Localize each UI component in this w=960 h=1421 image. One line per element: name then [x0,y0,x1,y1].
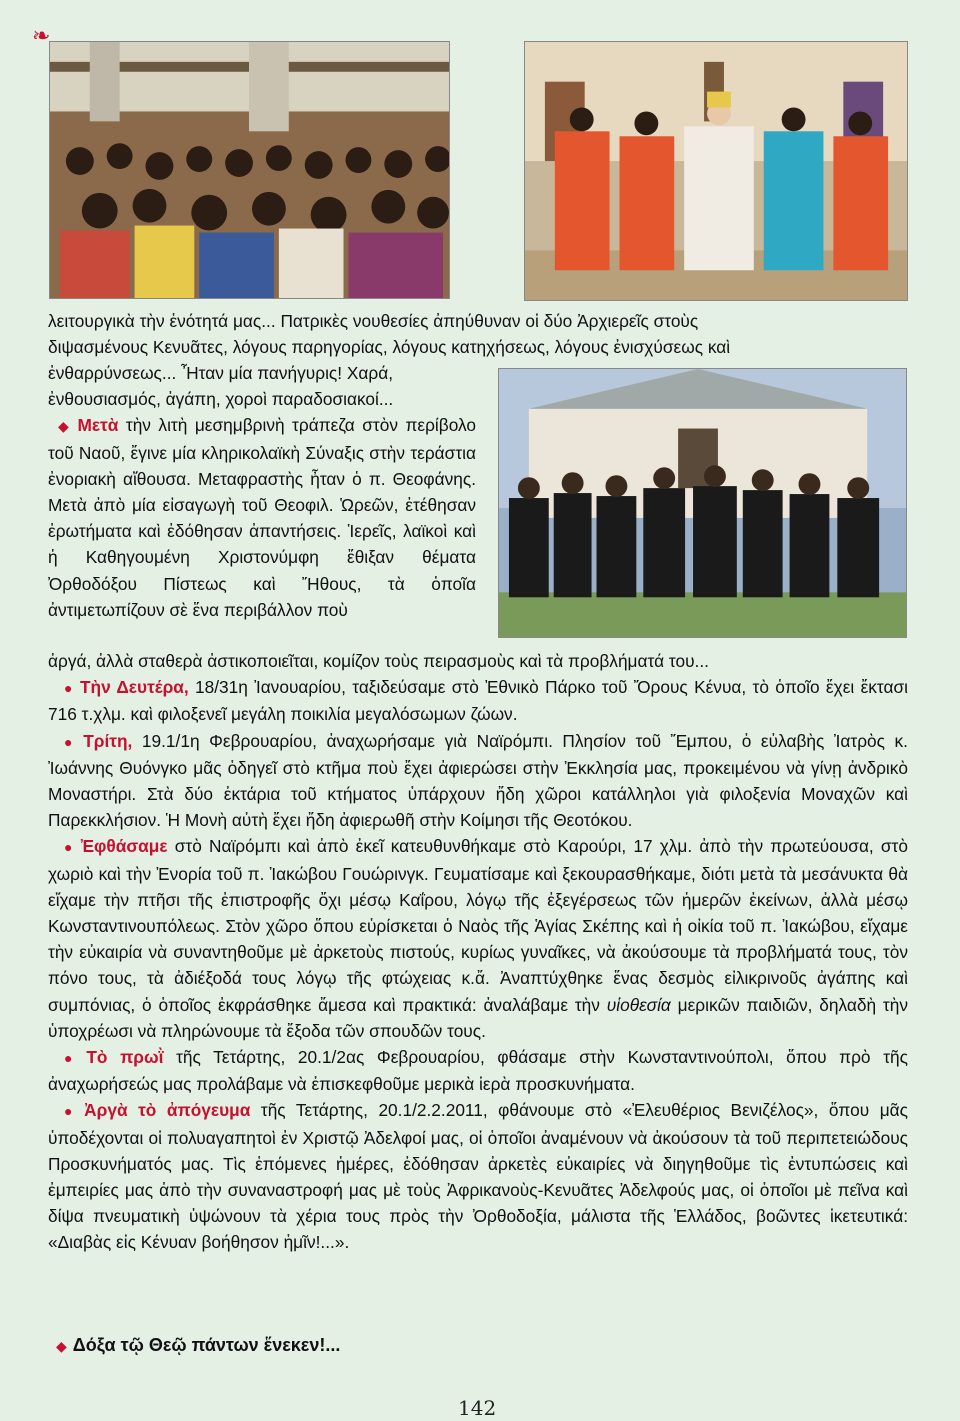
meta-paragraph [48,412,476,623]
congregation-photo [49,41,450,299]
intro-line-1: λειτουργικὰ τὴν ἑνότητά μας... Πατρικὲς νουθεσίες ἀπηύθυναν οἱ δύο Ἀρχιερεῖς στοὺς [48,311,699,331]
afternoon-text: τῆς Τετάρτης, 20.1/2.2.2011, φθάνουμε στὸ «Ἐλευθέριος Βενιζέλος», ὅπου μᾶς ὑποδέχονται οἱ πολυαγαπητοὶ ἐν Χριστῷ Ἀδελφοί μας, οἱ ὁποῖοι ἀναμένουν νὰ ἀκούσουν τὰ τοῦ περιπετειώδους Προσκυνήματός μας. Τὶς ἑπόμενες ἡμέρες, ἐδόθησαν ἀρκετὲς εὐκαιρίες νὰ διηγηθοῦμε τὶς ἐντυπώσεις καὶ ἐμπειρίες μας ἀπὸ τὴν συναναστροφή μας μὲ τοὺς Ἀφρικανοὺς-Κενυᾶτες Ἀδελφούς μας, οἱ ὁποῖοι μὲ πεῖνα καὶ δίψα πνευματικὴ ὑψώνουν τὰ χέρια τους πρὸς τὴν Ὀρθοδοξία, μάλιστα τῆς Ἑλλάδος, βοῶντες ἱκετευτικά: «Διαβὰς εἰς Κένυαν βοήθησον ἡμῖν!...». [48,1100,908,1253]
bullet-icon: ● [64,1103,79,1120]
narrow-column-text [48,360,476,623]
diamond-bullet-icon: ◆ [56,1338,67,1354]
page-number: 142 [458,1396,497,1420]
morning-paragraph [48,1044,908,1097]
intro-paragraph [48,308,908,360]
meta-lead: Μετὰ [77,415,119,436]
corner-ornament-icon: ❧ [32,24,51,49]
clergy-at-altar-photo [524,41,908,301]
afternoon-paragraph [48,1097,908,1255]
diamond-bullet-icon: ◆ [58,418,72,435]
tuesday-paragraph [48,728,908,834]
bullet-icon: ● [64,680,74,697]
intro-line-4: ἐνθουσιασμός, ἀγάπη, χοροὶ παραδοσιακοί... [48,389,394,410]
group-outside-church-photo [498,368,907,638]
afternoon-lead: Ἀργὰ τὸ ἀπόγευμα [84,1100,251,1121]
monday-lead: Τὴν Δευτέρα, [79,677,189,698]
closing-text: Δόξα τῷ Θεῷ πάντων ἕνεκεν!... [72,1335,341,1355]
morning-lead: Τὸ πρωῒ [86,1047,164,1068]
bullet-icon: ● [64,839,75,856]
bullet-icon: ● [64,733,78,750]
arrive-text: στὸ Ναϊρόμπι καὶ ἀπὸ ἐκεῖ κατευθυνθήκαμε στὸ Καρούρι, 17 χλμ. ἀπὸ τὴν πρωτεύουσα, στὸ χωριὸ καὶ τὴν Ἐνορία τοῦ π. Ἰακώβου Γουώρινγκ. Γευματίσαμε καὶ ξεκουρασθήκαμε, διότι μετὰ τὰ μεσάνυκτα θὰ εἴχαμε τὴν πτῆσι τῆς ἐπιστροφῆς ὄχι μέσῳ Καΐρου, λόγῳ τῆς ἐξεγέρσεως τῶν ἡμερῶν ἐκείνων, ἀλλὰ μέσῳ Κωνσταντινουπόλεως. Στὸν χῶρο ὅπου εὑρίσκεται ὁ Ναὸς τῆς Ἁγίας Σκέπης καὶ ἡ οἰκία τοῦ π. Ἰακώβου, εἴχαμε τὴν εὐκαιρία νὰ συναντηθοῦμε μὲ ἀρκετοὺς πιστούς, κυρίως γυναῖκες, νὰ ἀκούσουμε τὰ προβλήματά τους, τὸν πόνο τους, τὰ ἀδιέξοδά τους λόγῳ τῆς φτώχειας κ.ἄ. Ἀναπτύχθηκε ἕνας δεσμὸς εἰλικρινοῦς ἀγάπης καὶ συμπόνιας, ὁ ὁποῖος ἐκφράσθηκε ἄμεσα καὶ πρακτικά: ἀναλάβαμε τὴν [48,836,908,1015]
tuesday-text: 19.1/1η Φεβρουαρίου, ἀναχωρήσαμε γιὰ Ναϊρόμπι. Πλησίον τοῦ Ἔμπου, ὁ εὐλαβὴς Ἰατρὸς κ. Ἰωάννης Θυόνγκο μᾶς ὁδηγεῖ στὸ κτῆμα ποὺ ἔχει ἀφιερώσει στὴν Ἐκκλησία μας, προκειμένου νὰ γίνῃ ἀνδρικὸ Μοναστήρι. Στὰ δύο ἐκτάρια τοῦ κτήματος ὑπάρχουν ἤδη χῶροι κατάλληλοι γιὰ φιλοξενία Μοναχῶν καὶ Παρεκκλήσιον. Ἡ Μονὴ αὐτὴ ἔχει ἤδη ἀφιερωθῆ στὴν Κοίμησι τῆς Θεοτόκου. [48,730,908,831]
intro-line-2: διψασμένους Κενυᾶτες, λόγους παρηγορίας, λόγους κατηχήσεως, λόγους ἐνισχύσεως καὶ [48,337,731,358]
bullet-icon: ● [64,1050,81,1067]
arrive-lead: Ἐφθάσαμε [80,836,168,857]
monday-text: 18/31η Ἰανουαρίου, ταξιδεύσαμε στὸ Ἐθνικὸ Πάρκο τοῦ Ὄρους Κένυα, τὸ ὁποῖο ἔχει ἔκτασι 716 τ.χλμ. καὶ φιλοξενεῖ μεγάλη ποικιλία μεγαλόσωμων ζώων. [48,677,908,725]
monday-paragraph [48,674,908,727]
arrive-italic: υἱοθεσία [606,994,671,1015]
morning-text: τῆς Τετάρτης, 20.1/2ας Φεβρουαρίου, φθάσαμε στὴν Κωνσταντινούπολι, ὅπου πρὸ τῆς ἀναχωρήσεώς μας προλάβαμε νὰ ἐπισκεφθοῦμε μερικὰ ἱερὰ προσκυνήματα. [48,1047,908,1095]
tuesday-lead: Τρίτη, [83,730,133,751]
meta-continuation: ἀργά, ἀλλὰ σταθερὰ ἀστικοποιεῖται, κομίζον τοὺς πειρασμοὺς καὶ τὰ προβλήματά του... [48,651,709,671]
arrive-end: μερικῶν παιδιῶν, δηλαδὴ τὴν ὑποχρέωσι νὰ πληρώνουμε τὰ ἔξοδα τῶν σπουδῶν τους. [48,994,908,1041]
arrive-paragraph [48,833,908,1044]
meta-text: τὴν λιτὴ μεσημβρινὴ τράπεζα στὸν περίβολο τοῦ Ναοῦ, ἔγινε μία κληρικολαϊκὴ Σύναξις στὴν τεράστια ἐνοριακὴ αἴθουσα. Μεταφραστὴς ἦταν ὁ π. Θεοφάνης. Μετὰ ἀπὸ μία εἰσαγωγὴ τοῦ Θεοφιλ. Ὡρεῶν, ἐτέθησαν ἐρωτήματα καὶ ἐδόθησαν ἀπαντήσεις. Ἱερεῖς, λαϊκοὶ καὶ ἡ Καθηγουμένη Χριστονύμφη ἔθιξαν θέματα Ὀρθοδόξου Πίστεως καὶ Ἤθους, τὰ ὁποῖα ἀντιμετωπίζουν σὲ ἕνα περιβάλλον ποὺ [48,415,476,620]
main-text [48,648,908,1256]
closing-line [56,1335,340,1356]
intro-line-3: ἐνθαρρύνσεως... Ἦταν μία πανήγυρις! Χαρά, [48,363,393,383]
